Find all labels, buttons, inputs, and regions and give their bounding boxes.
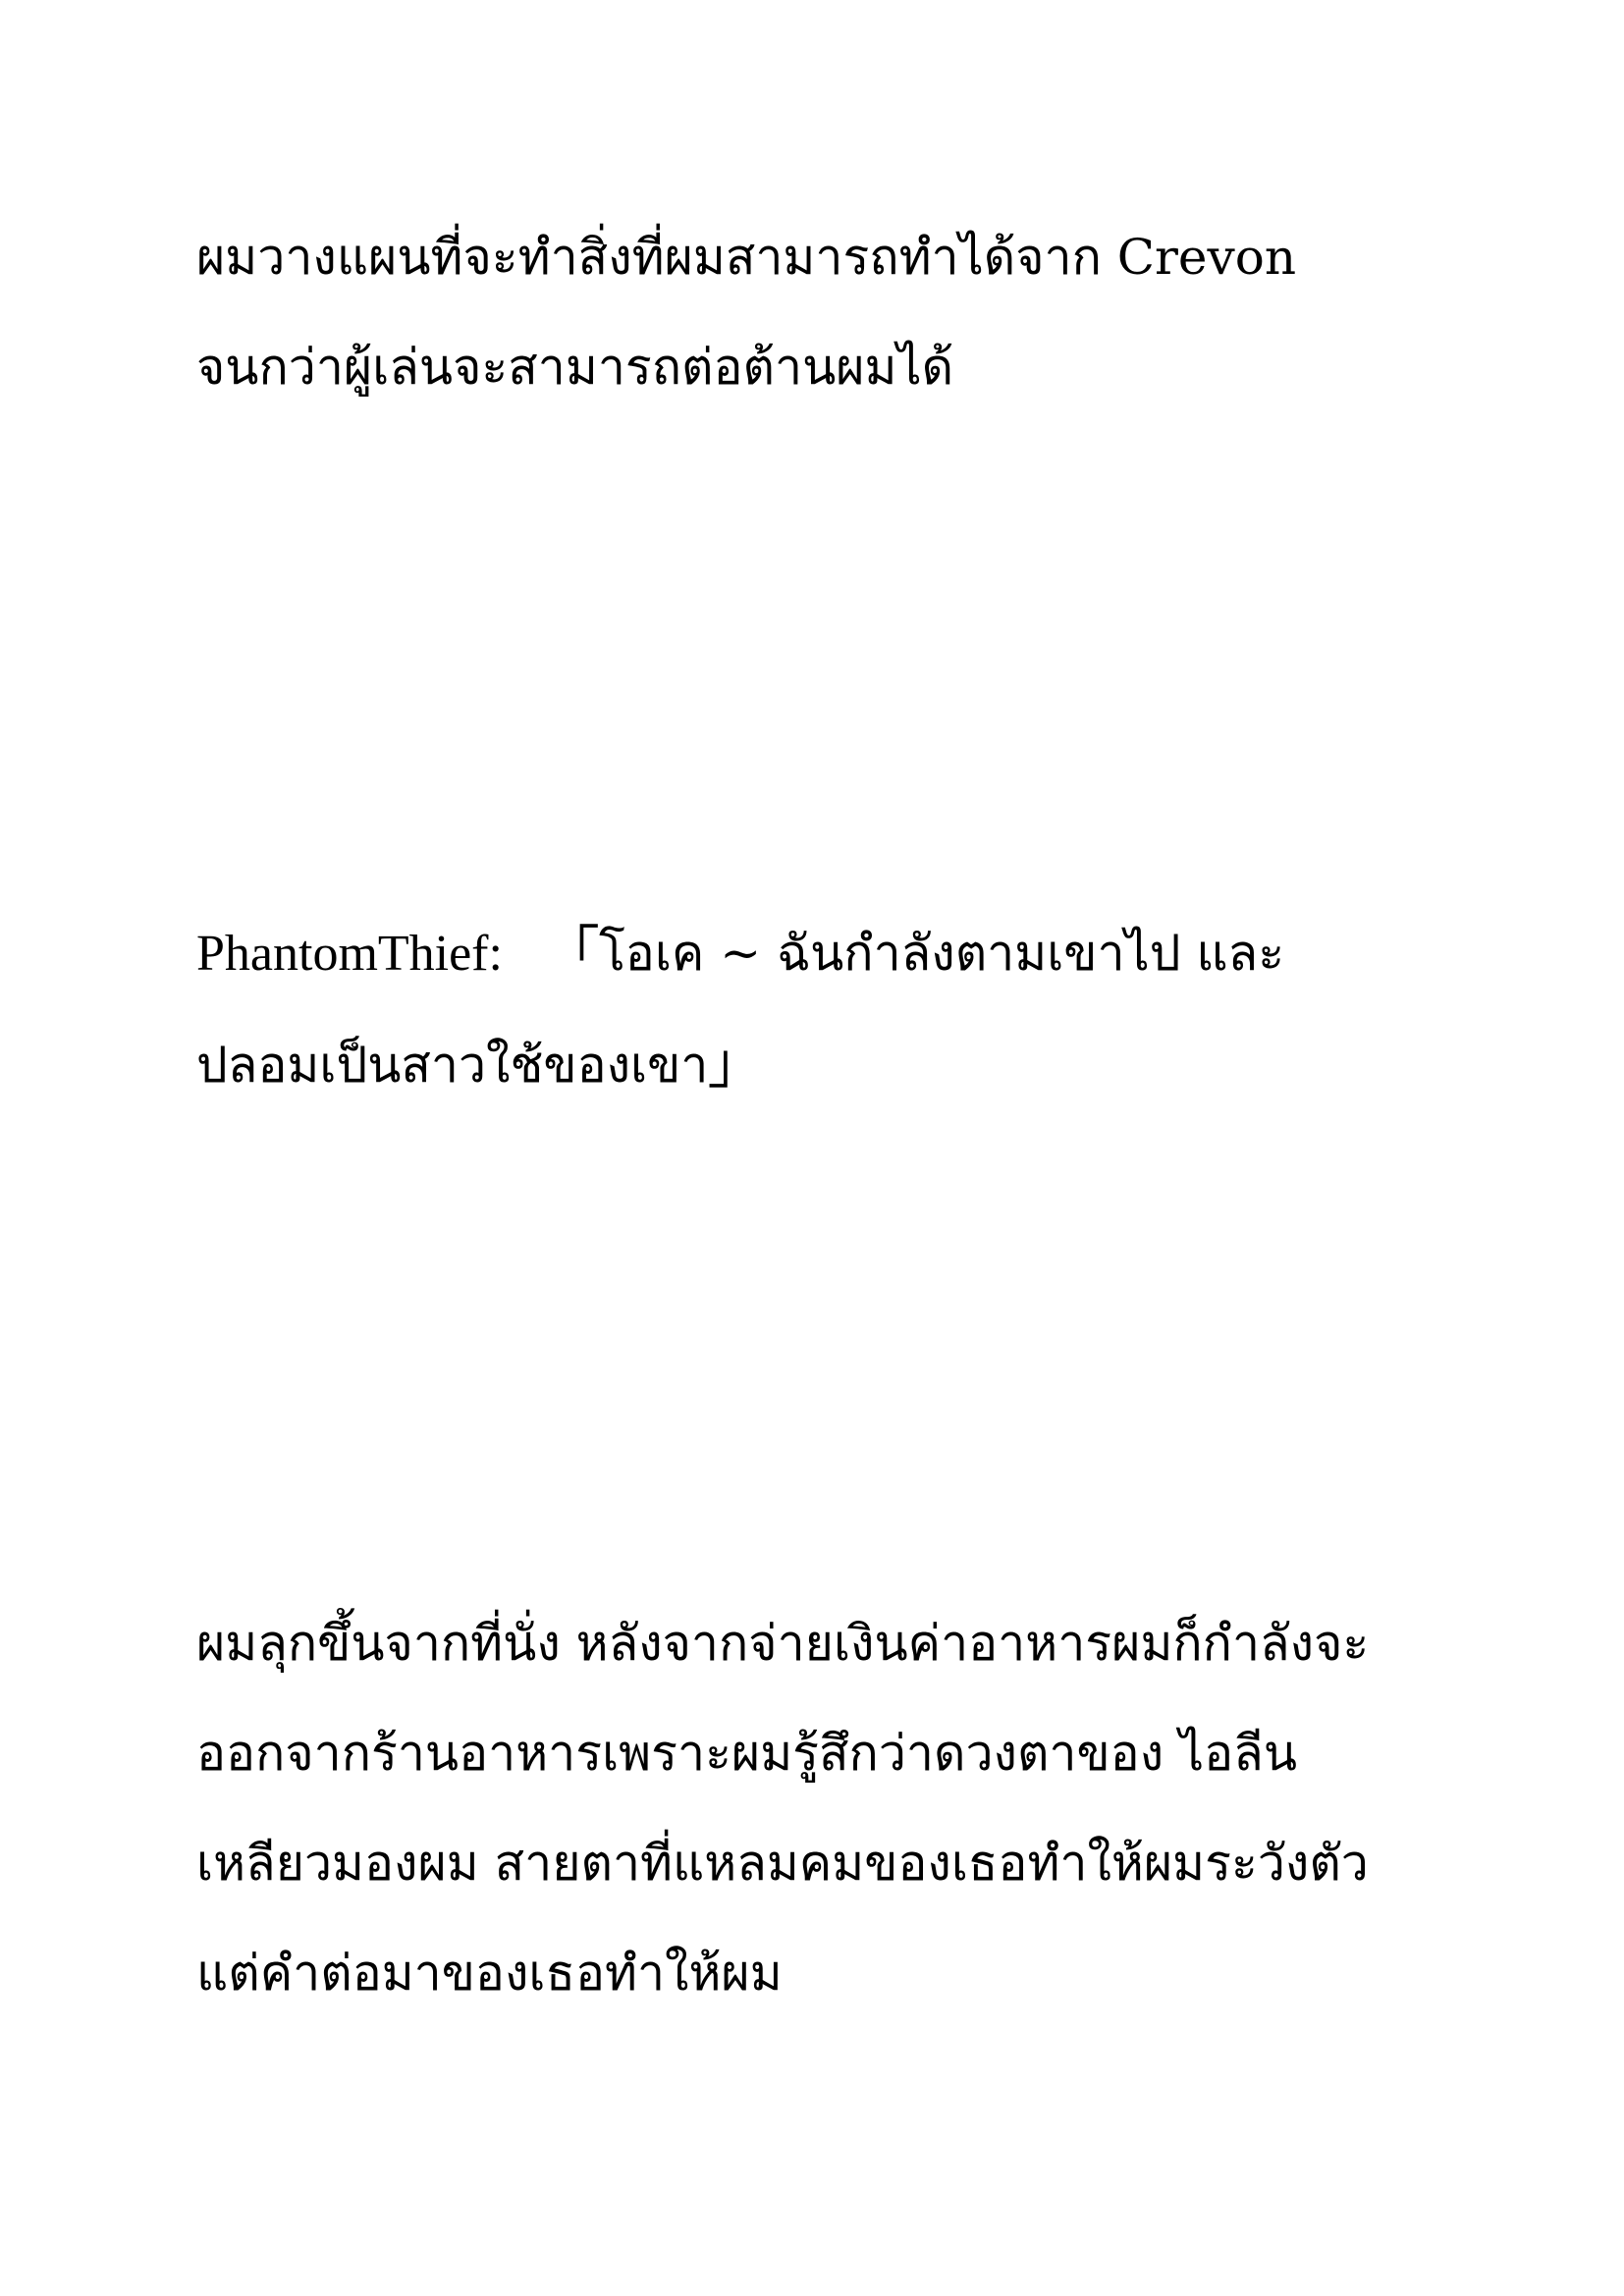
- close-quote-bracket: 」: [708, 1033, 762, 1095]
- dialogue-paragraph: [196, 897, 1473, 1120]
- text-line: เหลียวมองผม สายตาที่แหลมคมของเธอทำให้ผมระวังตัว: [196, 1835, 1369, 1892]
- narration-paragraph: [196, 202, 1473, 422]
- dialogue-line: [196, 1009, 1473, 1120]
- dialogue-text: โอเค ~ ฉันกำลังตามเขาไป และ: [598, 925, 1285, 982]
- open-quote-bracket: 「: [545, 921, 599, 983]
- narration-paragraph: [196, 1588, 1473, 2028]
- dialogue-line: [196, 897, 1473, 1009]
- dialogue-text: ปลอมเป็นสาวใช้ของเขา: [196, 1037, 709, 1094]
- speaker-name: PhantomThief:: [196, 926, 503, 982]
- text-line: ออกจากร้านอาหารเพราะผมรู้สึกว่าดวงตาของ ไอลีน: [196, 1725, 1297, 1782]
- text-line: ผมลุกขึ้นจากที่นั่ง หลังจากจ่ายเงินค่าอาหารผมก็กำลังจะ: [196, 1615, 1370, 1672]
- text-line: แต่คำต่อมาของเธอทำให้ผม: [196, 1945, 783, 2002]
- text-line: ผมวางแผนที่จะทำสิ่งที่ผมสามารถทำได้จาก Crevon: [196, 229, 1297, 286]
- text-line: จนกว่าผู้เล่นจะสามารถต่อต้านผมได้: [196, 339, 954, 396]
